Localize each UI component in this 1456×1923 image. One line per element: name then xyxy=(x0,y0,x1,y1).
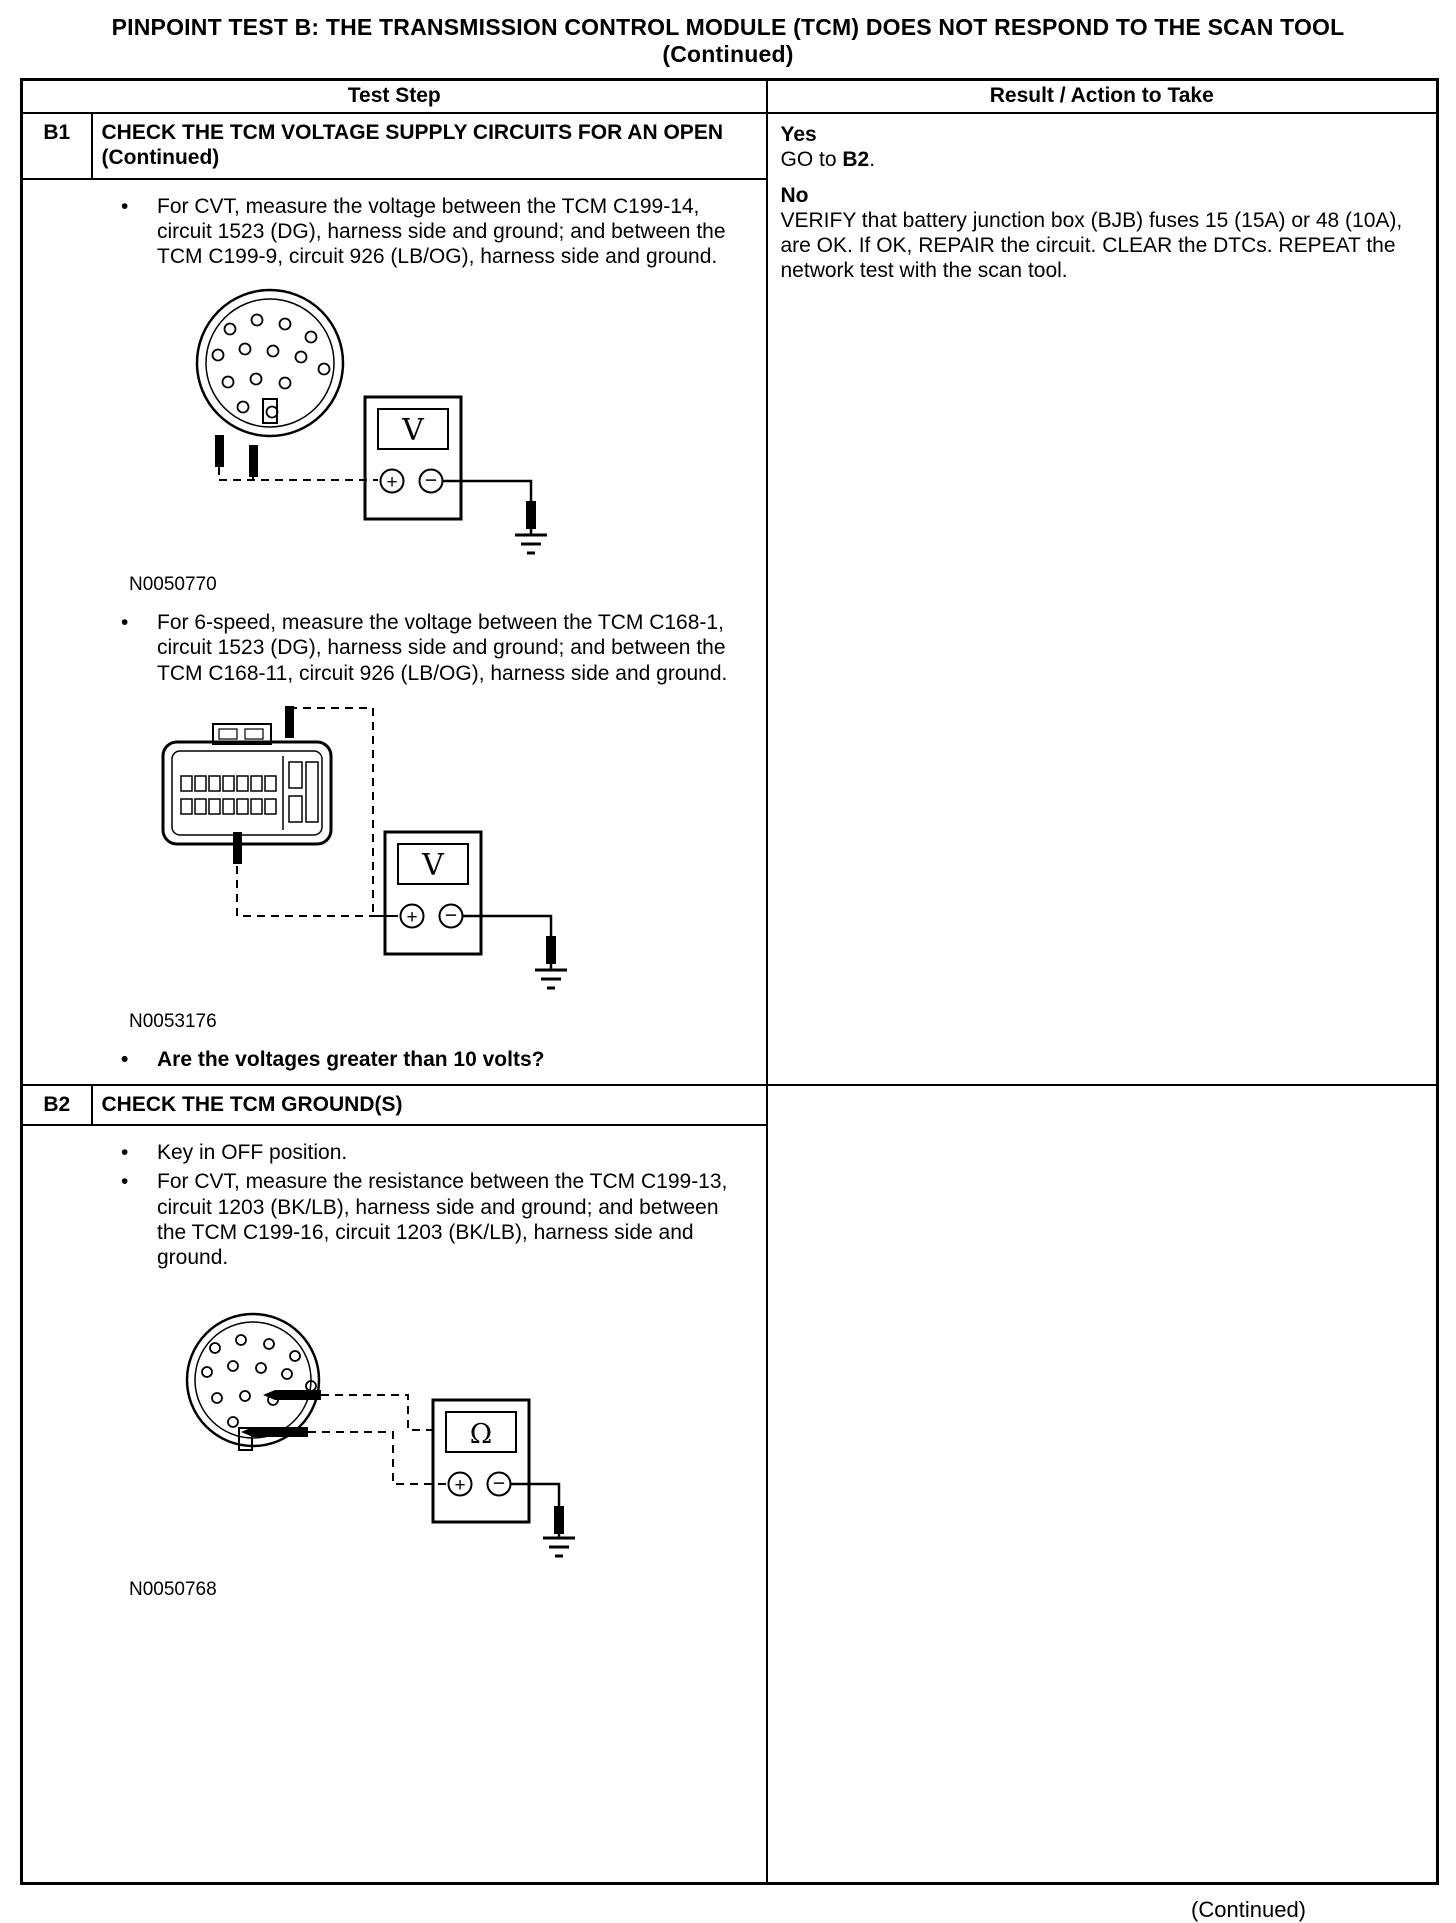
connector-keyway xyxy=(263,399,277,423)
result-yes-prefix: GO to xyxy=(780,148,843,172)
connector-pins xyxy=(213,315,330,418)
connector-pins xyxy=(202,1335,316,1427)
result-yes-action xyxy=(781,147,1427,172)
figure-6speed-voltage xyxy=(129,704,766,1033)
bullet-dot: • xyxy=(121,1170,129,1194)
meter-display-label: V xyxy=(422,847,444,883)
meter-minus-terminal: − xyxy=(492,1472,506,1496)
bullet-dot: • xyxy=(121,1141,129,1165)
bullet-dot: • xyxy=(121,1047,129,1071)
figure-cvt-ground xyxy=(123,1310,766,1601)
step-title-b1: CHECK THE TCM VOLTAGE SUPPLY CIRCUITS FOR AN OPEN (Continued) xyxy=(92,113,767,178)
ground-symbol xyxy=(515,535,547,553)
bullet-text: Key in OFF position. xyxy=(157,1141,348,1165)
ground-lead xyxy=(511,1484,576,1556)
bullet-dot: • xyxy=(121,611,129,635)
6speed-voltage-connector-diagram xyxy=(133,704,603,1004)
question-text: Are the voltages greater than 10 volts? xyxy=(157,1047,545,1071)
bullet-6speed-voltage xyxy=(121,610,744,686)
step-title-b2: CHECK THE TCM GROUND(S) xyxy=(92,1085,767,1125)
bullet-cvt-resistance xyxy=(121,1169,744,1270)
result-no-action: VERIFY that battery junction box (BJB) fuses 15 (15A) or 48 (10A), are OK. If OK, REPAIR the circuit. CLEAR the DTCs. REPEAT the network test with the scan tool. xyxy=(780,208,1403,283)
result-no-label: No xyxy=(780,183,809,207)
bullet-text: For 6-speed, measure the voltage between the TCM C168-1, circuit 1523 (DG), harness side and ground; and between the TCM C168-11, circuit 926 (LB/OG), harness side and ground. xyxy=(157,611,728,685)
step-body-b1 xyxy=(22,179,767,1085)
meter-plus-terminal: + xyxy=(386,472,398,494)
figure-cvt-voltage xyxy=(115,287,766,596)
step-b2-title-row xyxy=(22,1085,1438,1125)
figure-id-label: N0050768 xyxy=(129,1579,217,1601)
step-id-b2: B2 xyxy=(22,1085,92,1125)
result-yes-suffix: . xyxy=(869,148,876,172)
ground-probe xyxy=(526,501,536,529)
bullet-question xyxy=(121,1047,744,1072)
column-header-test-step: Test Step xyxy=(22,80,767,114)
bullet-cvt-voltage xyxy=(121,194,744,270)
meter-plus-terminal: + xyxy=(406,906,418,928)
probe-leads-dashed xyxy=(219,467,378,480)
voltmeter xyxy=(385,832,481,954)
meter-display-label: V xyxy=(402,413,424,449)
connector-pin-grid xyxy=(181,756,318,830)
meter-plus-terminal: + xyxy=(454,1475,466,1497)
result-gap xyxy=(781,173,1427,183)
test-probes xyxy=(215,435,258,477)
cvt-voltage-connector-diagram xyxy=(115,287,585,567)
ground-probe xyxy=(546,936,556,964)
ground-symbol xyxy=(535,970,567,988)
figure-id-label: N0053176 xyxy=(129,1010,217,1032)
result-yes-label: Yes xyxy=(780,123,817,147)
figure-id-label: N0050770 xyxy=(129,574,217,596)
ground-lead xyxy=(443,481,548,553)
ground-symbol xyxy=(543,1538,575,1556)
bullet-text: For CVT, measure the voltage between the TCM C199-14, circuit 1523 (DG), harness side and ground; and between the TCM C199-9, circuit 926 (LB/OG), harness side and ground. xyxy=(157,194,726,268)
footer-continued: (Continued) xyxy=(1191,1896,1306,1922)
round-connector xyxy=(197,290,343,436)
ohmmeter xyxy=(433,1400,529,1522)
voltmeter xyxy=(365,397,461,519)
pinpoint-test-table xyxy=(20,78,1439,1884)
cvt-ground-connector-diagram xyxy=(123,1310,593,1572)
meter-minus-terminal: − xyxy=(424,469,438,493)
meter-minus-terminal: − xyxy=(444,903,458,927)
step-body-b2 xyxy=(22,1125,767,1883)
result-yes-step-ref: B2 xyxy=(842,148,870,172)
ground-probe xyxy=(554,1506,564,1534)
step-id-b1: B1 xyxy=(22,113,92,178)
probe-leads-dashed xyxy=(308,1395,448,1484)
bullet-text: For CVT, measure the resistance between the TCM C199-13, circuit 1203 (BK/LB), harness side and ground; and between the TCM C199-16, circuit 1203 (BK/LB), harness side and ground. xyxy=(157,1170,728,1269)
step-b1-title-row xyxy=(22,113,1438,178)
bullet-dot: • xyxy=(121,194,129,218)
bullet-key-off xyxy=(121,1140,744,1165)
page-title: PINPOINT TEST B: THE TRANSMISSION CONTROL MODULE (TCM) DOES NOT RESPOND TO THE SCAN TOOL (Continued) xyxy=(111,14,1345,68)
table-header-row xyxy=(22,80,1438,114)
result-cell-b1 xyxy=(767,113,1438,1085)
meter-display-label: Ω xyxy=(469,1419,493,1451)
rectangular-connector xyxy=(163,724,331,844)
column-header-result: Result / Action to Take xyxy=(767,80,1438,114)
ground-lead xyxy=(463,916,568,988)
result-cell-b2 xyxy=(767,1085,1438,1883)
